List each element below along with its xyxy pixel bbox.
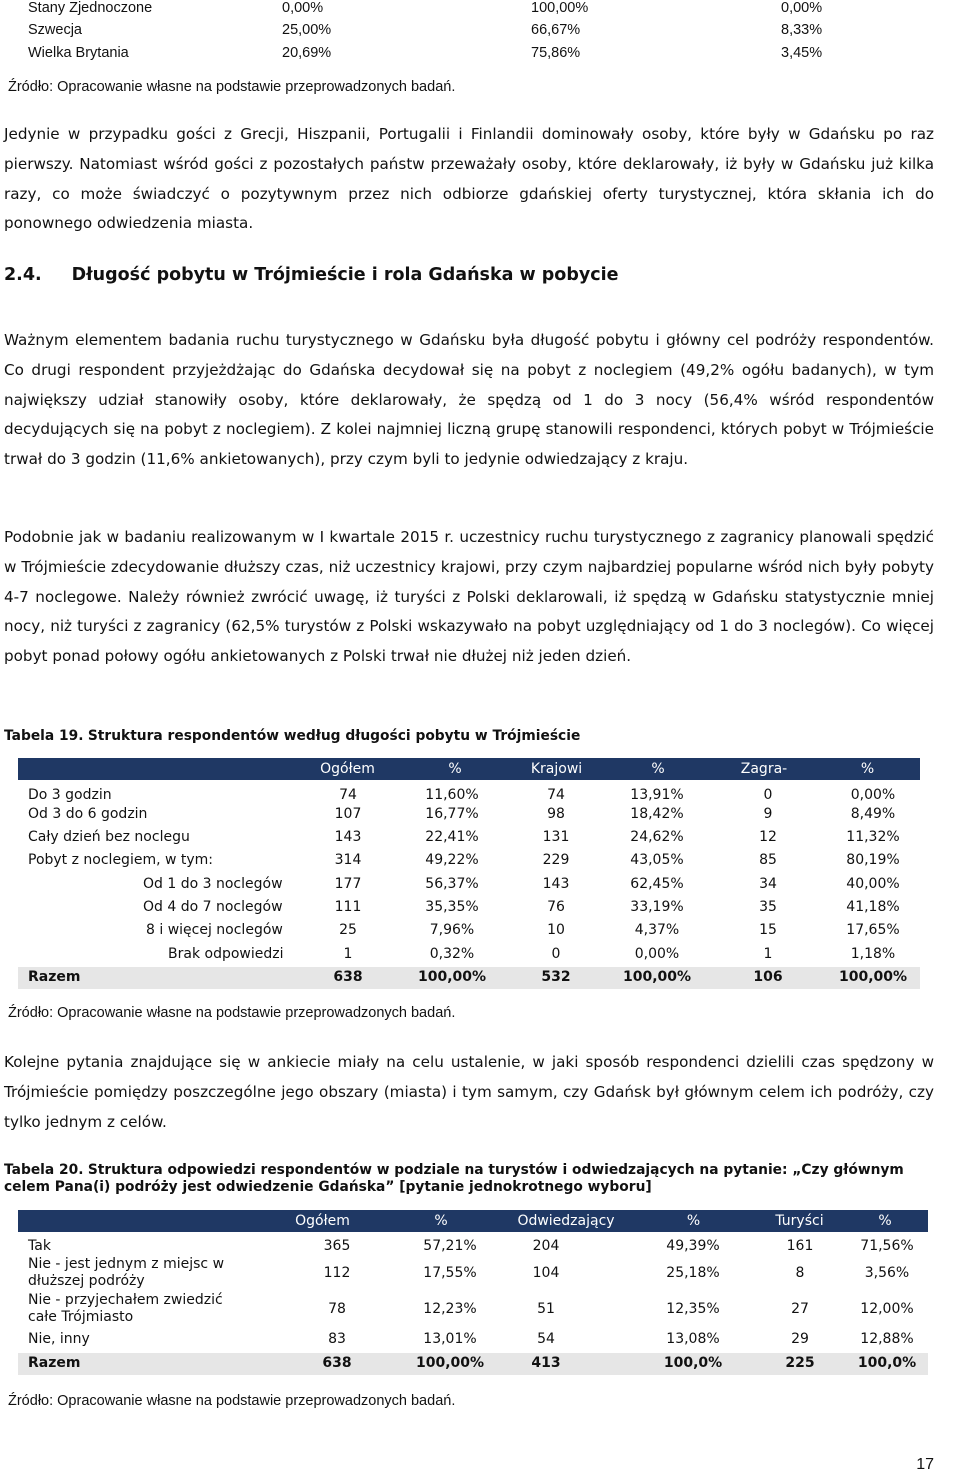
row-label: Razem (28, 969, 81, 985)
table-cell: 161 (786, 1238, 814, 1254)
section-title: Długość pobytu w Trójmieście i rola Gdańska w pobycie (71, 265, 619, 285)
table-row (0, 899, 960, 919)
table-row (0, 1238, 960, 1258)
table-cell: 57,21% (423, 1238, 477, 1254)
table-cell: 204 (532, 1238, 560, 1254)
table-cell: 11,32% (846, 829, 900, 845)
table-cell: 112 (323, 1265, 351, 1281)
table-cell: 17,55% (423, 1265, 477, 1281)
table-cell: 80,19% (846, 852, 900, 868)
table-cell: 177 (334, 876, 362, 892)
table-caption: Tabela 19. Struktura respondentów według długości pobytu w Trójmieście (4, 728, 581, 744)
table-cell: 638 (322, 1355, 352, 1371)
row-label: Brak odpowiedzi (168, 946, 284, 962)
paragraph: Kolejne pytania znajdujące się w ankiecie miały na celu ustalenie, w jaki sposób respondenci dzielili czas spędzony w Trójmieście pomiędzy poszczególne jego obszary (miasta) i tym samym, czy Gdańsk był głównym celem ich podróży, czy tylko jednym z celów. (4, 1053, 934, 1131)
table-row: Stany Zjednoczone 0,00% 100,00% 0,00% (28, 0, 823, 16)
table-cell: 34 (759, 876, 777, 892)
table-cell: 49,22% (425, 852, 479, 868)
table-cell: 12 (759, 829, 777, 845)
table-cell: 3,56% (864, 1265, 910, 1281)
table-cell: 314 (334, 852, 362, 868)
table-row: Wielka Brytania 20,69% 75,86% 3,45% (28, 45, 823, 61)
table-cell: 100,0% (857, 1355, 917, 1371)
table-cell: 1,18% (850, 946, 896, 962)
table-cell: 74 (547, 787, 565, 803)
table-cell: 0 (551, 946, 561, 962)
section-heading (4, 265, 619, 285)
table-cell: 7,96% (429, 922, 475, 938)
table-row (0, 1331, 960, 1351)
table-cell: 107 (334, 806, 362, 822)
source-note: Źródło: Opracowanie własne na podstawie przeprowadzonych badań. (8, 1005, 456, 1021)
table-cell: 35,35% (425, 899, 479, 915)
source-note: Źródło: Opracowanie własne na podstawie przeprowadzonych badań. (8, 79, 456, 95)
table-cell: 33,19% (630, 899, 684, 915)
paragraph: Podobnie jak w badaniu realizowanym w I kwartale 2015 r. uczestnicy ruchu turystycznego z zagranicy planowali spędzić w Trójmieście zdecydowanie dłuższy czas, niż uczestnicy krajowi, przy czym najbardziej popularne wśród nich były pobyty 4-7 noclegowe. Należy również zwrócić uwagę, iż turyści z Polski deklarowali, iż spędzą w Gdańsku statystycznie mniej nocy, niż turyści z zagranicy (62,5% turystów z Polski wskazywało na pobyt uzględniający od 1 do 3 noclegów). Co więcej pobyt ponad połowy ogółu ankietowanych z Polski trwał nie dłużej niż jeden dzień. (4, 528, 934, 666)
table-cell: 85 (759, 852, 777, 868)
table-cell: 0,00% (634, 946, 680, 962)
row-label: Od 4 do 7 noclegów (143, 899, 283, 915)
table-row (0, 852, 960, 872)
table-cell: 78 (328, 1301, 346, 1317)
table-cell: 35 (759, 899, 777, 915)
table-cell: 532 (541, 969, 571, 985)
table-row: Szwecja 25,00% 66,67% 8,33% (28, 22, 823, 38)
table-cell: 131 (542, 829, 570, 845)
table-cell: 1 (343, 946, 353, 962)
table-cell: 22,41% (425, 829, 479, 845)
table-row (0, 787, 960, 807)
table-cell: 71,56% (860, 1238, 914, 1254)
table-cell: 100,00% (838, 969, 908, 985)
table-cell: 104 (532, 1265, 560, 1281)
table-cell: 25,18% (666, 1265, 720, 1281)
table-cell: 8 (795, 1265, 805, 1281)
table-cell: 100,00% (417, 969, 487, 985)
table-cell: 27 (791, 1301, 809, 1317)
table-cell: 13,08% (666, 1331, 720, 1347)
section-number: 2.4. (4, 265, 42, 285)
row-label: Nie, inny (28, 1331, 90, 1347)
table-cell: 100,00% (415, 1355, 485, 1371)
table-cell: 83 (328, 1331, 346, 1347)
page-number: 17 (916, 1456, 934, 1473)
table-row (0, 922, 960, 942)
row-label: Nie - przyjechałem zwiedzić całe Trójmiasto (28, 1292, 223, 1325)
table-cell: 18,42% (630, 806, 684, 822)
table-cell: 413 (531, 1355, 561, 1371)
table-cell: 54 (537, 1331, 555, 1347)
table-cell: 12,23% (423, 1301, 477, 1317)
table-cell: 0,32% (429, 946, 475, 962)
table-cell: 1 (763, 946, 773, 962)
row-label: Pobyt z noclegiem, w tym: (28, 852, 214, 868)
table-cell: 100,0% (663, 1355, 723, 1371)
paragraph: Ważnym elementem badania ruchu turystycznego w Gdańsku była długość pobytu i główny cel podróży respondentów. Co drugi respondent przyjeżdżając do Gdańska decydował się na pobyt z noclegiem (49,2% ogółu badanych), w tym największy udział stanowiły osoby, które deklarowały, że spędzą od 1 do 3 nocy (56,4% wśród respondentów decydujących się na pobyt z noclegiem). Z kolei najmniej liczną grupę stanowili respondenci, których pobyt w Trójmieście trwał do 3 godzin (11,6% ankietowanych), przy czym byli to jedynie odwiedzający z kraju. (4, 331, 934, 469)
table-cell: 29 (791, 1331, 809, 1347)
table-cell: 106 (753, 969, 783, 985)
table-caption: Tabela 20. Struktura odpowiedzi respondentów w podziale na turystów i odwiedzających na pytanie: „Czy głównym celem Pana(i) podróży jest odwiedzenie Gdańska” [pytanie jednokrotnego wyboru] (4, 1162, 904, 1195)
table-cell: 143 (334, 829, 362, 845)
table-cell: 100,00% (622, 969, 692, 985)
table-cell: 56,37% (425, 876, 479, 892)
table-cell: 229 (542, 852, 570, 868)
row-label: Do 3 godzin (28, 787, 112, 803)
row-label: Cały dzień bez noclegu (28, 829, 190, 845)
table-cell: 365 (323, 1238, 351, 1254)
table-row (0, 806, 960, 826)
table-cell: 15 (759, 922, 777, 938)
source-note: Źródło: Opracowanie własne na podstawie przeprowadzonych badań. (8, 1393, 456, 1409)
table-cell: 43,05% (630, 852, 684, 868)
table-cell: 9 (763, 806, 773, 822)
table-cell: 12,00% (860, 1301, 914, 1317)
country-table (0, 0, 960, 70)
table-cell: 16,77% (425, 806, 479, 822)
paragraph: Jedynie w przypadku gości z Grecji, Hiszpanii, Portugalii i Finlandii dominowały osoby, które były w Gdańsku po raz pierwszy. Natomiast wśród gości z pozostałych państw przeważały osoby, które deklarowały, iż były w Gdańsku już kilka razy, co może świadczyć o pozytywnym przez nich odbiorze gdańskiej oferty turystycznej, która skłania ich do ponownego odwiedzenia miasta. (4, 125, 934, 233)
table-row (0, 1293, 960, 1327)
table-cell: 40,00% (846, 876, 900, 892)
table-cell: 111 (334, 899, 362, 915)
table-cell: 98 (547, 806, 565, 822)
row-label: Tak (28, 1238, 51, 1254)
table-cell: 8,49% (850, 806, 896, 822)
table-cell: 143 (542, 876, 570, 892)
table-cell: 10 (547, 922, 565, 938)
table-cell: 638 (333, 969, 363, 985)
table-cell: 13,91% (630, 787, 684, 803)
table-header: Ogółem % Krajowi % Zagra- % (18, 758, 920, 780)
table-cell: 24,62% (630, 829, 684, 845)
table-cell: 0 (763, 787, 773, 803)
table-cell: 11,60% (425, 787, 479, 803)
table-cell: 76 (547, 899, 565, 915)
table-row (0, 876, 960, 896)
table-cell: 25 (339, 922, 357, 938)
table-cell: 17,65% (846, 922, 900, 938)
table-cell: 0,00% (850, 787, 896, 803)
row-label: Od 1 do 3 noclegów (143, 876, 283, 892)
country-name: Wielka Brytania (28, 45, 129, 61)
table-cell: 13,01% (423, 1331, 477, 1347)
table-cell: 49,39% (666, 1238, 720, 1254)
table-cell: 225 (785, 1355, 815, 1371)
table-cell: 74 (339, 787, 357, 803)
country-name: Szwecja (28, 22, 82, 38)
table-header: Ogółem % Odwiedzający % Turyści % (18, 1210, 928, 1232)
table-row (0, 946, 960, 966)
country-name: Stany Zjednoczone (28, 0, 153, 16)
row-label: 8 i więcej noclegów (146, 922, 283, 938)
row-label: Od 3 do 6 godzin (28, 806, 148, 822)
table-row (0, 829, 960, 849)
table-cell: 12,35% (666, 1301, 720, 1317)
row-label: Nie - jest jednym z miejsc w dłuższej podróży (28, 1256, 225, 1289)
table-row (0, 1257, 960, 1291)
row-label: Razem (28, 1355, 81, 1371)
table-cell: 51 (537, 1301, 555, 1317)
table-cell: 12,88% (860, 1331, 914, 1347)
table-cell: 41,18% (846, 899, 900, 915)
table-cell: 4,37% (634, 922, 680, 938)
table-cell: 62,45% (630, 876, 684, 892)
